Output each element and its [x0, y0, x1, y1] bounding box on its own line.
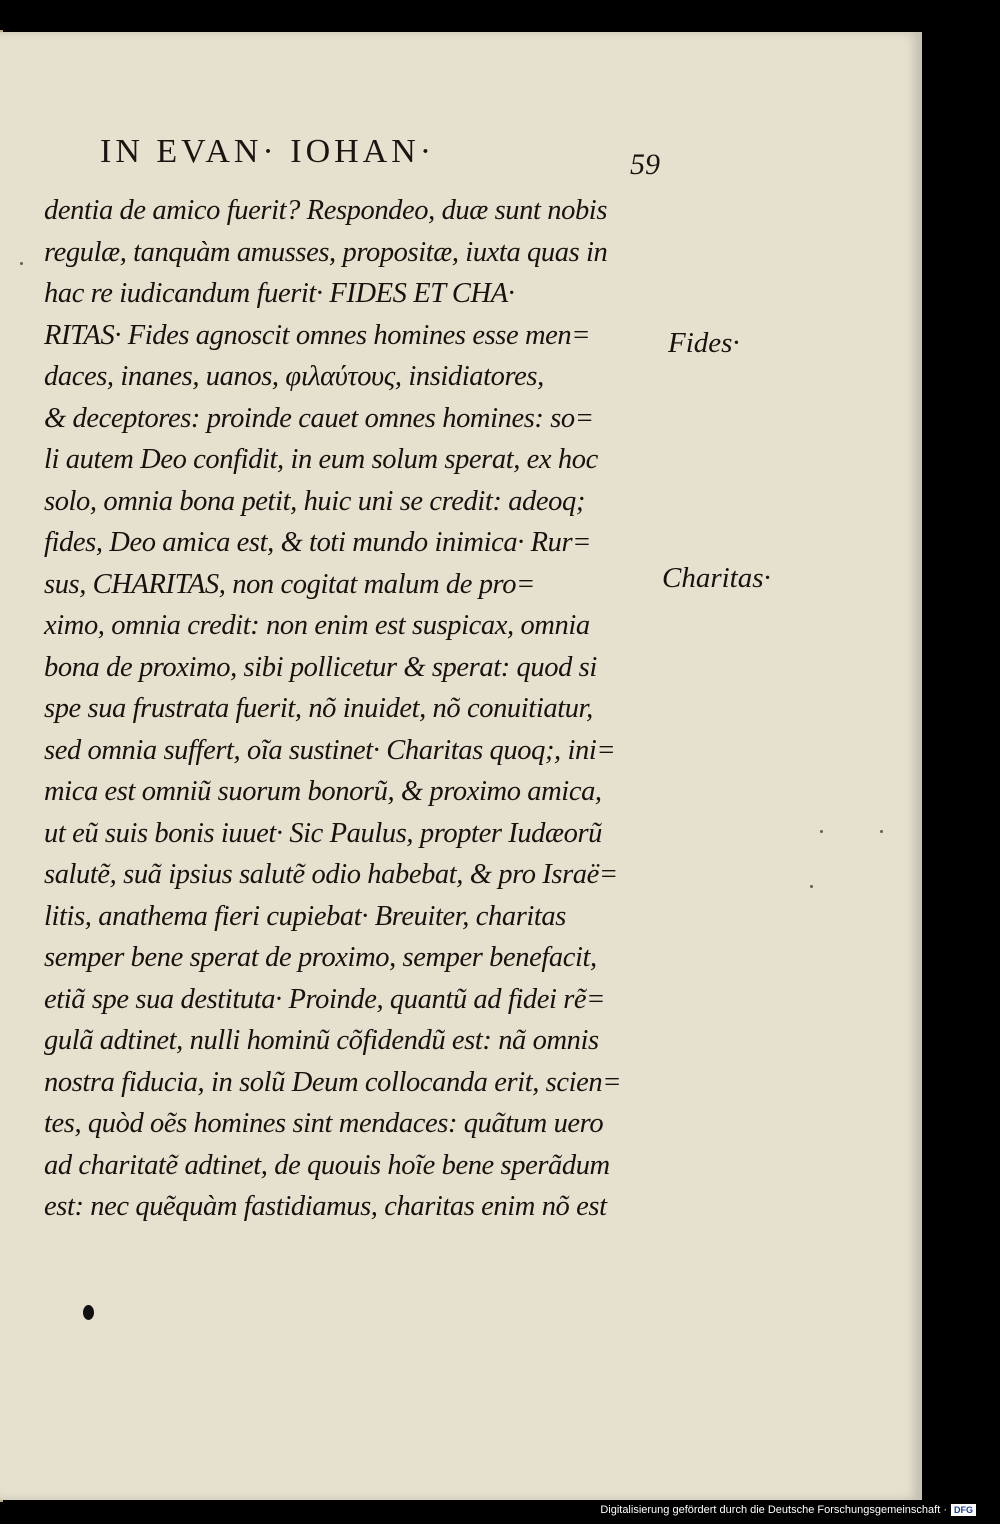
text-line: dentia de amico fuerit? Respondeo, duæ sunt nobis — [44, 195, 608, 226]
text-line: sed omnia suffert, oĩa sustinet· Charitas quoq;, ini= — [44, 734, 616, 766]
text-line: gulã adtinet, nulli hominũ cõfidendũ est: nã omnis — [44, 1025, 599, 1056]
text-line: est: nec quẽquàm fastidiamus, charitas enim nõ est — [44, 1191, 607, 1222]
marginal-note-charitas: Charitas· — [662, 562, 771, 594]
digitization-credit: Digitalisierung gefördert durch die Deutsche Forschungsgemeinschaft · — [600, 1504, 947, 1516]
text-line: sus, CHARITAS, non cogitat malum de pro= — [44, 568, 535, 600]
text-line: tes, quòd oẽs homines sint mendaces: quãtum uero — [44, 1108, 604, 1139]
text-line: ut eũ suis bonis iuuet· Sic Paulus, propter Iudæorũ — [44, 817, 603, 849]
text-line: etiã spe sua destituta· Proinde, quantũ ad fidei rẽ= — [44, 983, 605, 1015]
footer — [600, 1502, 976, 1518]
paper-speck — [20, 262, 23, 265]
text-line: & deceptores: proinde cauet omnes homines: so= — [44, 402, 594, 434]
paper-speck — [820, 830, 823, 833]
paper-speck — [880, 830, 883, 833]
text-line: li autem Deo confidit, in eum solum sperat, ex hoc — [44, 444, 598, 475]
text-line: RITAS· Fides agnoscit omnes homines esse men= — [44, 319, 591, 351]
page-number: 59 — [630, 148, 660, 181]
text-block — [44, 190, 664, 1228]
ink-spot — [83, 1305, 94, 1320]
text-line: mica est omniũ suorum bonorũ, & proximo amica, — [44, 776, 602, 807]
text-line: fides, Deo amica est, & toti mundo inimica· Rur= — [44, 527, 592, 558]
text-line: salutẽ, suã ipsius salutẽ odio habebat, & pro Israë= — [44, 859, 618, 890]
text-line: semper bene sperat de proximo, semper benefacit, — [44, 942, 597, 973]
text-line: nostra fiducia, in solũ Deum collocanda erit, scien= — [44, 1066, 622, 1098]
text-line: bona de proximo, sibi pollicetur & sperat: quod si — [44, 651, 597, 683]
text-line: regulæ, tanquàm amusses, propositæ, iuxta quas in — [44, 236, 608, 268]
running-head: IN EVAN· IOHAN· — [100, 133, 436, 170]
marginal-note-fides: Fides· — [668, 327, 740, 359]
text-line: ximo, omnia credit: non enim est suspicax, omnia — [44, 610, 590, 641]
text-line: daces, inanes, uanos, φιλαύτους, insidiatores, — [44, 361, 544, 392]
text-line: ad charitatẽ adtinet, de quouis hoĩe bene sperãdum — [44, 1149, 610, 1181]
text-line: solo, omnia bona petit, huic uni se credit: adeoq; — [44, 485, 585, 517]
text-line: litis, anathema fieri cupiebat· Breuiter, charitas — [44, 900, 566, 932]
dfg-logo-icon: DFG — [951, 1504, 976, 1516]
text-line: spe sua frustrata fuerit, nõ inuidet, nõ conuitiatur, — [44, 693, 593, 724]
text-line: hac re iudicandum fuerit· FIDES ET CHA· — [44, 278, 515, 309]
paper-speck — [810, 885, 813, 888]
